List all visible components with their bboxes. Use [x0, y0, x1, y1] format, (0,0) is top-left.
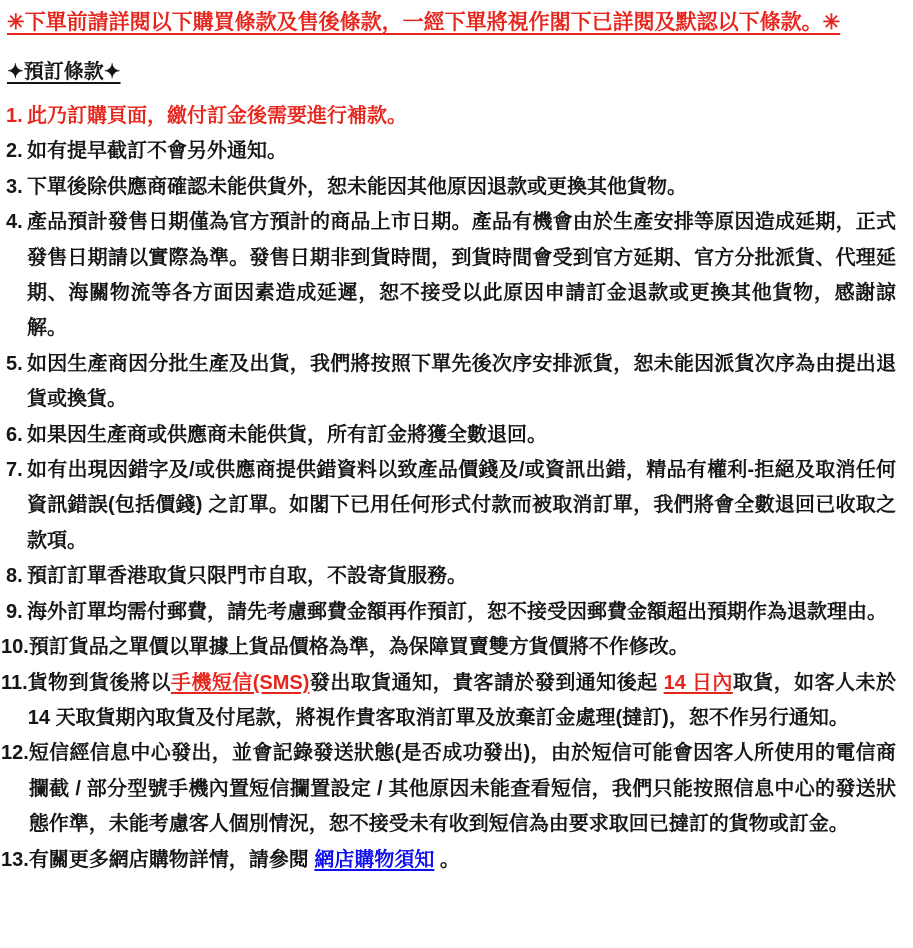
term-text-segment: 。 [434, 848, 460, 871]
term-text-segment: 預訂訂單香港取貨只限門市自取，不設寄貨服務。 [27, 565, 467, 588]
term-number: 4. [6, 211, 23, 234]
term-text [27, 453, 896, 559]
term-text [29, 630, 896, 665]
term-number: 8. [6, 565, 23, 588]
term-text [29, 736, 896, 842]
term-item-11 [0, 666, 896, 737]
term-text-segment: 發出取貨通知，貴客請於發到通知後起 [309, 671, 664, 694]
term-text-segment: 取貨，如客人未於 14 天取貨期內取貨及付尾款，將視作貴客取消訂單及放棄訂金處理(撻訂)，恕不作另行通知。 [27, 671, 897, 729]
term-item-4 [0, 205, 896, 347]
term-item-3 [0, 170, 896, 205]
term-number: 12. [1, 742, 29, 765]
term-text [27, 347, 896, 418]
term-number: 2. [6, 140, 23, 163]
term-text-segment: 短信經信息中心發出，並會記錄發送狀態(是否成功發出)，由於短信可能會因客人所使用的電信商攔截 / 部分型號手機內置短信攔置設定 / 其他原因未能查看短信，我們只能按照信息中心的發送狀態作準，未能考慮客人個別情況，恕不接受未有收到短信為由要求取回已撻訂的貨物或訂金。 [28, 742, 896, 836]
term-text [27, 170, 896, 205]
term-item-7 [0, 453, 896, 559]
term-text [27, 595, 896, 630]
term-number: 7. [6, 459, 23, 482]
highlighted-text: 手機短信(SMS) [170, 671, 310, 694]
term-item-2 [0, 134, 896, 169]
term-text-segment: 如因生產商因分批生產及出貨，我們將按照下單先後次序安排派貨，恕未能因派貨次序為由提出退貨或換貨。 [27, 352, 896, 411]
store-shopping-guide-link[interactable]: 網店購物須知 [314, 848, 435, 871]
section-heading-preorder-terms: ✦預訂條款✦ [7, 61, 121, 83]
term-text [27, 418, 896, 453]
term-text [27, 559, 896, 594]
highlighted-text: 14 日內 [663, 671, 733, 694]
term-text-segment: 產品預計發售日期僅為官方預計的商品上市日期。產品有機會由於生產安排等原因造成延期，正式發售日期請以實際為準。發售日期非到貨時間，到貨時間會受到官方延期、官方分批派貨、代理延期、海關物流等各方面因素造成延遲，恕不接受以此原因申請訂金退款或更換其他貨物，感謝諒解。 [27, 211, 896, 340]
term-number: 3. [6, 175, 23, 198]
term-number: 1. [6, 105, 23, 127]
term-text [27, 134, 896, 169]
term-text [27, 99, 896, 134]
term-text [27, 205, 896, 347]
term-item-10 [0, 630, 896, 665]
term-item-1 [0, 99, 896, 134]
term-text-segment: 貨物到貨後將以 [27, 671, 171, 694]
term-text-segment: 下單後除供應商確認未能供貨外，恕未能因其他原因退款或更換其他貨物。 [27, 175, 687, 198]
term-number: 13. [1, 848, 29, 871]
term-item-12 [0, 736, 896, 842]
term-item-9 [0, 595, 896, 630]
term-text-segment: 預訂貨品之單價以單據上貨品價格為準，為保障買賣雙方貨價將不作修改。 [28, 636, 689, 659]
term-text-segment: 海外訂單均需付郵費，請先考慮郵費金額再作預訂，恕不接受因郵費金額超出預期作為退款理由。 [27, 600, 887, 623]
term-text-segment: 如果因生產商或供應商未能供貨，所有訂金將獲全數退回。 [27, 423, 547, 446]
term-item-6 [0, 418, 896, 453]
term-number: 6. [6, 423, 23, 446]
pre-order-warning-banner: ✳下單前請詳閱以下購買條款及售後條款，一經下單將視作閣下已詳閱及默認以下條款。✳ [7, 11, 841, 34]
term-item-8 [0, 559, 896, 594]
term-number: 11. [1, 671, 28, 694]
term-text-segment: 此乃訂購頁面，繳付訂金後需要進行補款。 [27, 105, 407, 127]
term-text [29, 843, 896, 878]
term-text [28, 666, 896, 737]
term-number: 10. [1, 636, 29, 659]
term-text-segment: 如有出現因錯字及/或供應商提供錯資料以致產品價錢及/或資訊出錯，精品有權利-拒絕及取消任何資訊錯誤(包括價錢) 之訂單。如閣下已用任何形式付款而被取消訂單，我們將會全數退回已收取之款項。 [27, 459, 896, 552]
term-item-13 [0, 843, 896, 878]
term-text-segment: 有關更多網店購物詳情，請參閱 [28, 848, 315, 871]
terms-list [0, 99, 896, 878]
term-number: 5. [6, 352, 23, 375]
term-text-segment: 如有提早截訂不會另外通知。 [27, 140, 287, 163]
term-item-5 [0, 347, 896, 418]
term-number: 9. [6, 600, 23, 623]
